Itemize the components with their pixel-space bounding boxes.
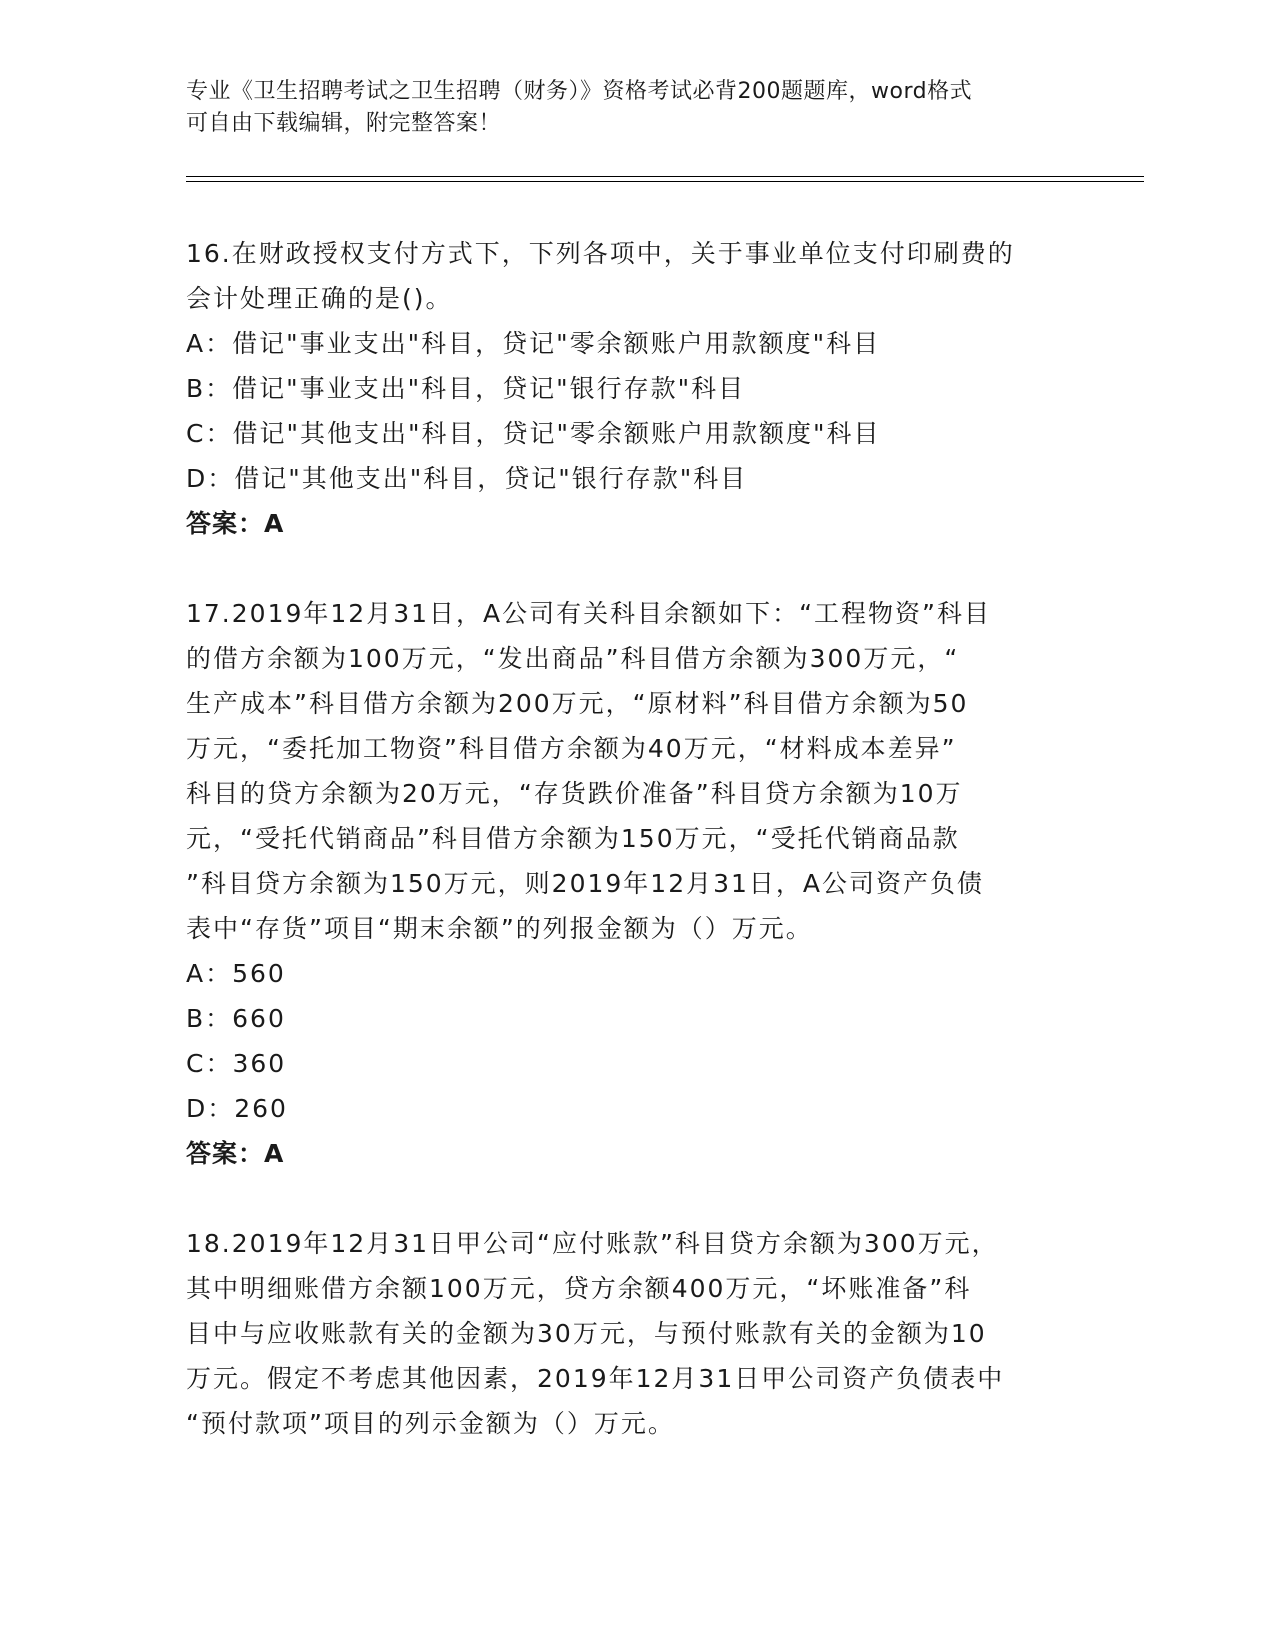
question-17-stem-line-3: 生产成本”科目借方余额为200万元，“原材料”科目借方余额为50 <box>186 689 969 718</box>
question-17-stem-line-5: 科目的贷方余额为20万元，“存货跌价准备”科目贷方余额为10万 <box>186 779 963 808</box>
question-16-stem-line-2: 会计处理正确的是()。 <box>186 284 453 313</box>
question-17-stem-line-1: 17.2019年12月31日，A公司有关科目余额如下：“工程物资”科目 <box>186 599 992 628</box>
question-16 <box>186 231 1066 546</box>
question-spacer <box>186 1176 1066 1221</box>
header-divider-top <box>186 176 1144 177</box>
question-17-answer: 答案：A <box>186 1139 285 1168</box>
question-17-stem-line-7: ”科目贷方余额为150万元，则2019年12月31日，A公司资产负债 <box>186 869 985 898</box>
question-17-option-a: A：560 <box>186 959 286 988</box>
question-spacer <box>186 546 1066 591</box>
question-list <box>186 231 1066 1446</box>
question-16-answer: 答案：A <box>186 509 285 538</box>
question-16-option-c: C：借记"其他支出"科目，贷记"零余额账户用款额度"科目 <box>186 419 881 448</box>
question-17 <box>186 591 1066 1176</box>
question-16-option-d: D：借记"其他支出"科目，贷记"银行存款"科目 <box>186 464 748 493</box>
document-header <box>186 76 1066 140</box>
question-17-stem-line-2: 的借方余额为100万元，“发出商品”科目借方余额为300万元，“ <box>186 644 960 673</box>
question-17-stem-line-8: 表中“存货”项目“期末余额”的列报金额为（）万元。 <box>186 914 813 943</box>
question-18 <box>186 1221 1066 1446</box>
question-18-stem-line-4: 万元。假定不考虑其他因素，2019年12月31日甲公司资产负债表中 <box>186 1364 1005 1393</box>
question-16-stem-line-1: 16.在财政授权支付方式下，下列各项中，关于事业单位支付印刷费的 <box>186 239 1015 268</box>
question-17-option-c: C：360 <box>186 1049 287 1078</box>
question-18-stem-line-3: 目中与应收账款有关的金额为30万元，与预付账款有关的金额为10 <box>186 1319 987 1348</box>
question-18-stem-line-2: 其中明细账借方余额100万元，贷方余额400万元，“坏账准备”科 <box>186 1274 972 1303</box>
header-line-1: 专业《卫生招聘考试之卫生招聘（财务）》资格考试必背200题题库，word格式 <box>186 79 973 104</box>
question-16-option-a: A：借记"事业支出"科目，贷记"零余额账户用款额度"科目 <box>186 329 881 358</box>
question-17-stem-line-4: 万元，“委托加工物资”科目借方余额为40万元，“材料成本差异” <box>186 734 957 763</box>
question-17-stem-line-6: 元，“受托代销商品”科目借方余额为150万元，“受托代销商品款 <box>186 824 960 853</box>
question-18-stem-line-5: “预付款项”项目的列示金额为（）万元。 <box>186 1409 675 1438</box>
question-17-option-d: D：260 <box>186 1094 288 1123</box>
question-17-option-b: B：660 <box>186 1004 286 1033</box>
question-18-stem-line-1: 18.2019年12月31日甲公司“应付账款”科目贷方余额为300万元， <box>186 1229 999 1258</box>
question-16-option-b: B：借记"事业支出"科目，贷记"银行存款"科目 <box>186 374 746 403</box>
header-divider-bottom <box>186 181 1144 182</box>
header-line-2: 可自由下载编辑，附完整答案！ <box>186 111 502 136</box>
